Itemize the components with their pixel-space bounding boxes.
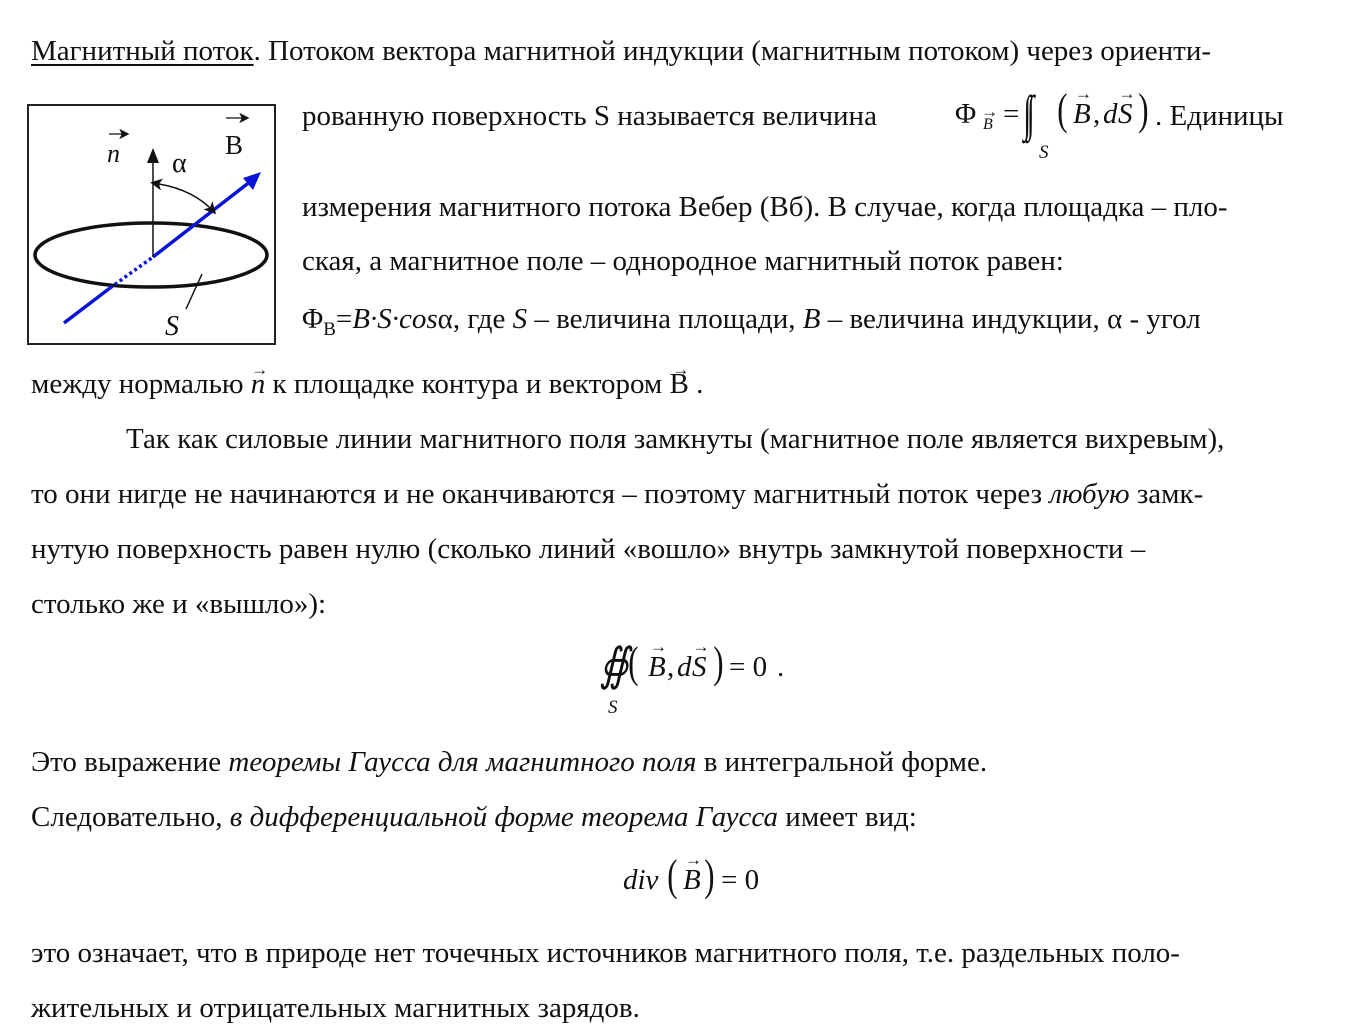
- text: ская, а магнитное поле – однородное магнитный поток равен:: [302, 245, 1064, 277]
- paragraph-line: [302, 98, 877, 134]
- text: – величина площади,: [527, 303, 803, 335]
- vector-S: → S: [692, 651, 707, 684]
- close-paren: ): [713, 638, 724, 687]
- paragraph-line: [302, 301, 1201, 348]
- paragraph-line: [1155, 98, 1284, 134]
- text: то они нигде не начинаются и не оканчиваются – поэтому магнитный поток через: [31, 478, 1050, 510]
- paragraph-line: [31, 935, 1180, 971]
- flux-diagram-svg: [29, 106, 274, 343]
- text: жительных и отрицательных магнитных зарядов.: [31, 992, 640, 1024]
- text: – величина индукции,: [820, 303, 1108, 335]
- label-B: B: [225, 130, 244, 160]
- d-symbol: d: [1103, 98, 1118, 130]
- label-S: S: [165, 311, 179, 342]
- text: к площадке контура и вектором: [265, 368, 670, 400]
- field-line-hidden: [110, 257, 153, 288]
- emphasis: в дифференциальной форме теорема Гаусса: [229, 801, 779, 833]
- paragraph-line: [31, 476, 1203, 512]
- comma: ,: [1093, 98, 1101, 130]
- text: рованную поверхность S называется величина: [302, 100, 877, 132]
- phi-symbol: Φ: [955, 98, 977, 130]
- normal-arrowhead: [147, 148, 159, 163]
- paragraph-line: [31, 744, 987, 780]
- equals-sign: =: [335, 303, 353, 335]
- vector-B: → B: [1073, 98, 1091, 131]
- text: измерения магнитного потока Вебер (Вб). В случае, когда площадка – пло-: [302, 191, 1228, 223]
- closed-surface-integral-icon: ∯: [599, 639, 629, 690]
- equals-zero: = 0: [721, 864, 760, 896]
- text: .: [688, 368, 704, 400]
- paragraph-line: [31, 366, 703, 402]
- open-paren: (: [628, 638, 639, 687]
- phi-subscript-B: → B: [983, 116, 993, 134]
- flux-definition-formula: [955, 85, 1155, 163]
- phi-subscript: B: [323, 319, 336, 340]
- paragraph-line: [31, 990, 640, 1026]
- var-S: S: [512, 303, 528, 335]
- gauss-integral-formula: [596, 638, 796, 723]
- field-line-upper: [153, 181, 251, 257]
- text: имеет вид:: [778, 801, 917, 833]
- vector-n: → n: [251, 366, 266, 402]
- close-paren: ): [704, 851, 715, 900]
- close-paren: ): [1138, 85, 1149, 134]
- label-n: n: [107, 139, 120, 168]
- angle-arc: [159, 184, 214, 212]
- d-symbol: d: [677, 651, 692, 683]
- section-heading: Магнитный поток: [31, 35, 254, 67]
- text: . Единицы: [1155, 100, 1284, 132]
- text: , где: [452, 303, 513, 335]
- s-pointer: [186, 274, 202, 309]
- open-paren: (: [667, 851, 678, 900]
- paragraph-line: [302, 189, 1228, 225]
- div-operator: div: [623, 864, 659, 896]
- paragraph-line: [31, 33, 1211, 69]
- period: .: [777, 651, 785, 683]
- text: это означает, что в природе нет точечных источников магнитного поля, т.е. раздельных поло-: [31, 937, 1180, 969]
- text: Это выражение: [31, 746, 229, 778]
- text: замк-: [1129, 478, 1204, 510]
- integral-limit: S: [1039, 142, 1049, 163]
- equals-sign: =: [1003, 98, 1020, 130]
- open-paren: (: [1057, 85, 1068, 134]
- text: столько же и «вышло»):: [31, 588, 327, 620]
- paragraph-line: [31, 586, 326, 622]
- vector-B: → B: [683, 864, 701, 897]
- equals-zero: = 0: [729, 651, 768, 683]
- text: Следовательно,: [31, 801, 230, 833]
- text: нутую поверхность равен нулю (сколько линий «вошло» внутрь замкнутой поверхности –: [31, 533, 1146, 565]
- vector-B: → B: [648, 651, 666, 684]
- surface-contour: [35, 223, 267, 287]
- formula-product: B·S·cos: [352, 303, 438, 335]
- alpha-symbol: α: [437, 303, 453, 335]
- alpha-symbol: α: [1107, 303, 1123, 335]
- vector-B: → B: [670, 366, 689, 402]
- magnetic-flux-figure: [27, 104, 276, 345]
- paragraph-line: [302, 243, 1064, 279]
- text: Так как силовые линии магнитного поля замкнуты (магнитное поле является вихревым),: [126, 423, 1225, 455]
- divergence-formula: [623, 851, 773, 915]
- emphasis: теоремы Гаусса для магнитного поля: [228, 746, 697, 778]
- paragraph-line: [31, 531, 1145, 567]
- comma: ,: [667, 651, 675, 683]
- integral-limit: S: [608, 697, 618, 718]
- text: - угол: [1122, 303, 1201, 335]
- label-alpha: α: [172, 148, 187, 179]
- paragraph-line: [31, 799, 917, 835]
- field-line-lower: [64, 288, 110, 323]
- text: между нормалью: [31, 368, 251, 400]
- vector-S: → S: [1118, 98, 1133, 131]
- emphasis: любую: [1049, 478, 1130, 510]
- text: в интегральной форме.: [696, 746, 988, 778]
- var-B: B: [802, 303, 821, 335]
- phi-symbol: Φ: [302, 303, 324, 335]
- paragraph-line: [126, 421, 1224, 457]
- text: . Потоком вектора магнитной индукции (магнитным потоком) через ориенти-: [253, 35, 1212, 67]
